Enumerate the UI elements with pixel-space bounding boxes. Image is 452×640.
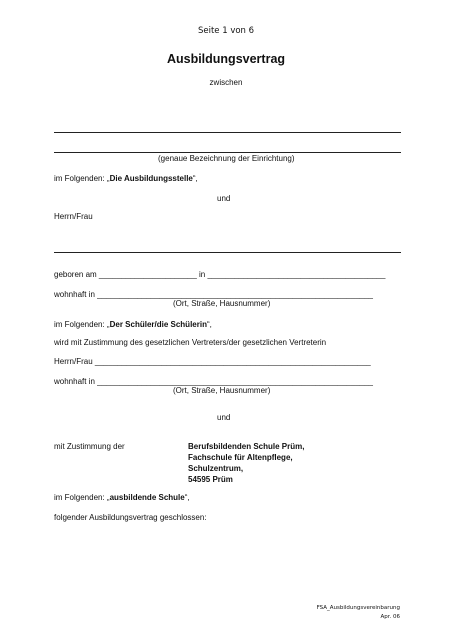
footer-line-2: Apr. 06 bbox=[380, 614, 400, 620]
footer-line-1: FSA_Ausbildungsvereinbarung bbox=[316, 605, 400, 611]
und-label-2: und bbox=[217, 413, 231, 422]
ausbildende-prefix: im Folgenden: „ bbox=[54, 493, 110, 502]
geschlossen-line: folgender Ausbildungsvertrag geschlossen: bbox=[54, 513, 207, 522]
ausbildungsstelle-prefix: im Folgenden: „ bbox=[54, 174, 110, 183]
document-title: Ausbildungsvertrag bbox=[166, 52, 286, 66]
einrichtung-caption: (genaue Bezeichnung der Einrichtung) bbox=[158, 154, 295, 163]
zustimmung-vertreter-line: wird mit Zustimmung des gesetzlichen Vertreters/der gesetzlichen Vertreterin bbox=[54, 338, 327, 347]
rule-einrichtung-2 bbox=[54, 152, 401, 153]
herrfrau-line: Herrn/Frau ______________________________________________________________ bbox=[54, 357, 371, 366]
schule-line-3: Schulzentrum, bbox=[188, 464, 244, 473]
address-caption-2: (Ort, Straße, Hausnummer) bbox=[173, 386, 271, 395]
wohnhaft-line: wohnhaft in ______________________________________________________________ bbox=[54, 290, 373, 299]
schule-line-4: 54595 Prüm bbox=[188, 475, 233, 484]
schule-line-2: Fachschule für Altenpflege, bbox=[188, 453, 293, 462]
rule-einrichtung-1 bbox=[54, 132, 401, 133]
und-label-1: und bbox=[217, 194, 231, 203]
rule-name bbox=[54, 252, 401, 253]
ausbildende-schule-line bbox=[54, 493, 190, 502]
schueler-line bbox=[54, 320, 212, 329]
ausbildungsstelle-suffix: “, bbox=[192, 174, 198, 183]
zwischen-label: zwischen bbox=[209, 78, 243, 87]
ausbildungsstelle-line bbox=[54, 174, 198, 183]
page-number-label: Seite 1 von 6 bbox=[197, 26, 255, 36]
wohnhaft-line-2: wohnhaft in ______________________________________________________________ bbox=[54, 377, 373, 386]
herrfrau-label: Herrn/Frau bbox=[54, 212, 93, 221]
schueler-bold: Der Schüler/die Schülerin bbox=[109, 320, 207, 329]
address-caption-1: (Ort, Straße, Hausnummer) bbox=[173, 299, 271, 308]
geboren-line: geboren am ______________________ in ________________________________________ bbox=[54, 270, 386, 279]
schueler-suffix: “, bbox=[206, 320, 212, 329]
ausbildungsstelle-bold: Die Ausbildungsstelle bbox=[109, 174, 193, 183]
schule-line-1: Berufsbildenden Schule Prüm, bbox=[188, 442, 305, 451]
ausbildende-suffix: “, bbox=[184, 493, 190, 502]
ausbildende-bold: ausbildende Schule bbox=[109, 493, 185, 502]
schueler-prefix: im Folgenden: „ bbox=[54, 320, 110, 329]
mit-zustimmung-der-label: mit Zustimmung der bbox=[54, 442, 125, 451]
